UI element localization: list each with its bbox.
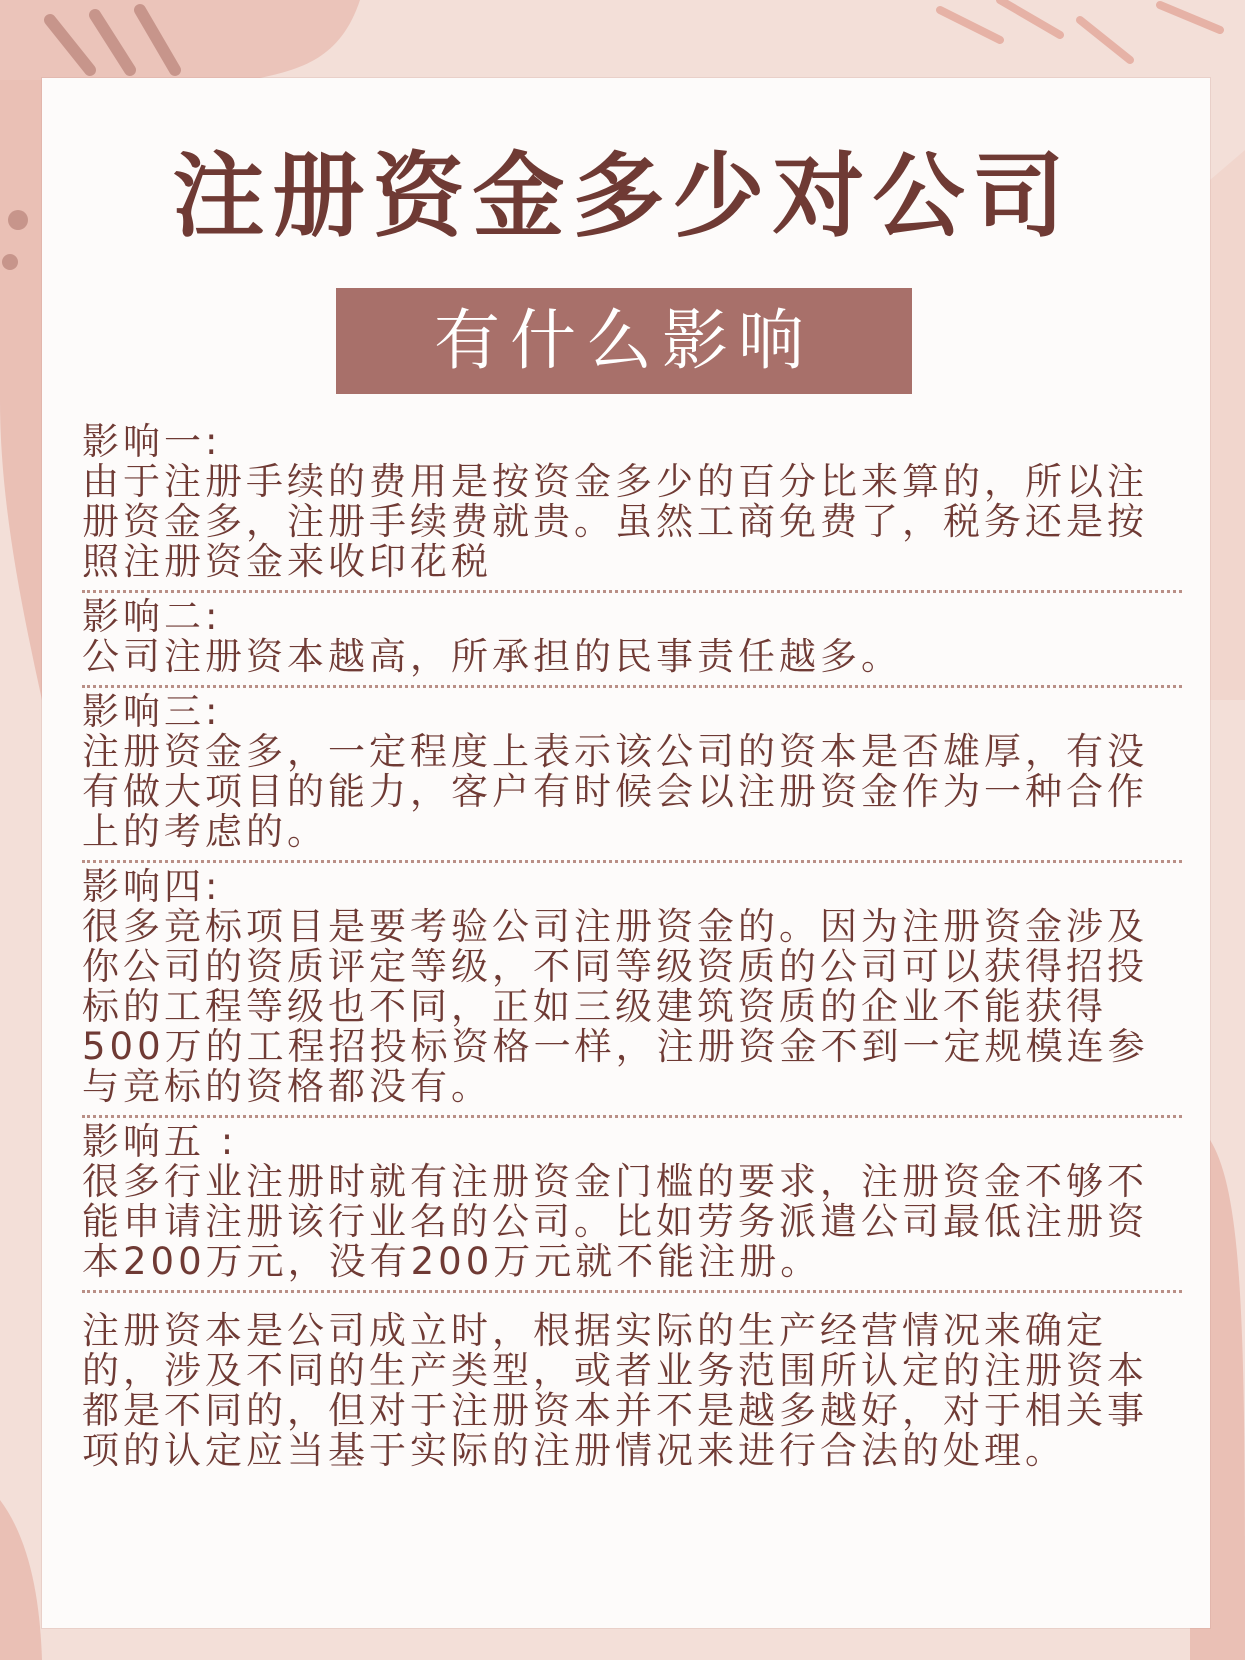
section-text: 很多行业注册时就有注册资金门槛的要求，注册资金不够不能申请注册该行业名的公司。比如劳务派遣公司最低注册资本200万元，没有200万元就不能注册。: [82, 1160, 1148, 1283]
section-heading: 影响三:: [82, 690, 222, 733]
section-heading: 影响一:: [82, 420, 222, 463]
section-text: 公司注册资本越高，所承担的民事责任越多。: [82, 635, 902, 678]
impact-section-1: [82, 418, 1182, 593]
article-content: [82, 418, 1182, 1479]
section-text: 很多竞标项目是要考验公司注册资金的。因为注册资金涉及你公司的资质评定等级，不同等级资质的公司可以获得招投标的工程等级也不同，正如三级建筑资质的企业不能获得500万的工程招投标资格一样，注册资金不到一定规模连参与竞标的资格都没有。: [82, 905, 1149, 1108]
section-heading: 影响四:: [82, 865, 222, 908]
page-subtitle: 有什么影响: [434, 302, 814, 379]
section-text: 注册资金多，一定程度上表示该公司的资本是否雄厚，有没有做大项目的能力，客户有时候会以注册资金作为一种合作上的考虑的。: [82, 730, 1148, 853]
conclusion-section: [82, 1293, 1182, 1479]
section-heading: 影响二:: [82, 595, 222, 638]
conclusion-text: 注册资本是公司成立时，根据实际的生产经营情况来确定的，涉及不同的生产类型，或者业务范围所认定的注册资本都是不同的，但对于注册资本并不是越多越好，对于相关事项的认定应当基于实际的注册情况来进行合法的处理。: [82, 1309, 1148, 1472]
section-heading: 影响五 :: [82, 1120, 238, 1163]
page-title: 注册资金多少对公司: [172, 143, 1073, 250]
subtitle-banner: [336, 288, 912, 394]
impact-section-3: [82, 688, 1182, 863]
impact-section-4: [82, 863, 1182, 1118]
section-text: 由于注册手续的费用是按资金多少的百分比来算的，所以注册资金多，注册手续费就贵。虽然工商免费了，税务还是按照注册资金来收印花税: [82, 460, 1148, 583]
impact-section-5: [82, 1118, 1182, 1293]
impact-section-2: [82, 593, 1182, 688]
